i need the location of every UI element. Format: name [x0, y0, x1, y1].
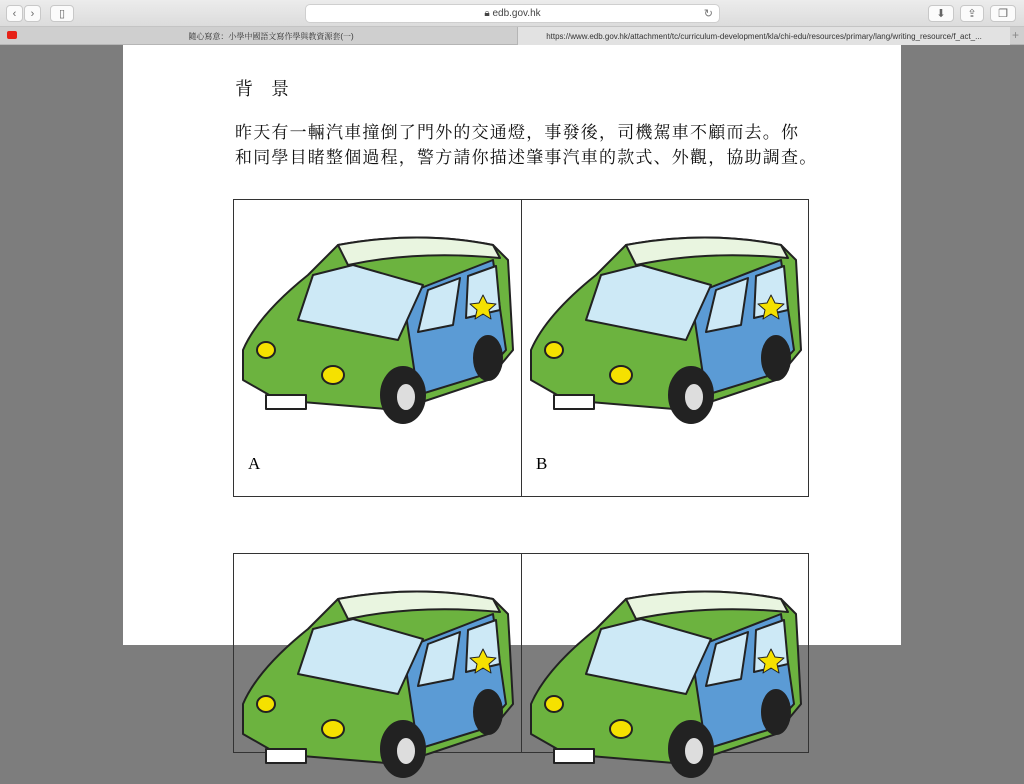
lock-icon: 🔒︎ [484, 8, 490, 19]
car-label: B [536, 454, 548, 473]
heading: 背景 [235, 79, 307, 100]
tab-label: https://www.edb.gov.hk/attachment/tc/curriculum-development/kla/chi-edu/resources/primary/lang/writing_resource/f_act_... [546, 31, 982, 41]
car-cell-c [234, 554, 521, 752]
car-cell-b [521, 200, 808, 496]
car-cell-a [234, 200, 521, 496]
tab-bar [0, 27, 1024, 45]
tab-1[interactable] [26, 27, 516, 45]
address-bar[interactable] [305, 4, 720, 23]
address-text: edb.gov.hk [492, 8, 541, 19]
sidebar-icon[interactable]: ▯ [50, 5, 74, 22]
car-b-image [526, 220, 806, 430]
back-button[interactable]: ‹ [6, 5, 23, 22]
reload-icon[interactable]: ↻ [703, 8, 713, 20]
pdf-page [123, 45, 901, 645]
car-d-image [526, 574, 806, 784]
download-icon[interactable]: ⬇ [928, 5, 954, 22]
paragraph-line: 和同學目睹整個過程，警方請你描述肇事汽車的款式、外觀，協助調查。 [235, 148, 818, 168]
car-grid-2 [233, 553, 809, 753]
paragraph-line: 昨天有一輛汽車撞倒了門外的交通燈，事發後，司機駕車不顧而去。你 [235, 123, 800, 143]
tab-2[interactable] [517, 27, 1010, 45]
share-icon[interactable]: ⇪ [960, 5, 984, 22]
car-a-image [238, 220, 518, 430]
tab-label: 隨心寫意：小學中國語文寫作學與教資源套(一) [188, 31, 354, 41]
tabs-overview-icon[interactable]: ❐ [990, 5, 1016, 22]
forward-button[interactable]: › [24, 5, 41, 22]
browser-toolbar [0, 0, 1024, 27]
car-cell-d [521, 554, 808, 752]
new-tab-button[interactable]: + [1012, 28, 1020, 42]
youtube-icon[interactable] [7, 31, 17, 39]
car-c-image [238, 574, 518, 784]
car-label: A [248, 454, 261, 473]
car-grid [233, 199, 809, 497]
